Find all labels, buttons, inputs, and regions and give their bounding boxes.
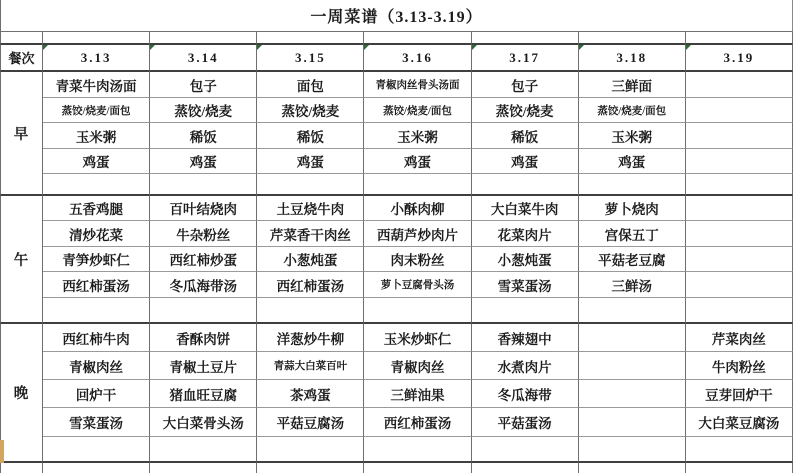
menu-cell-label: 青椒肉丝 bbox=[390, 359, 445, 375]
green-triangle-icon bbox=[150, 45, 155, 50]
menu-cell-label: 蒸饺/烧麦 bbox=[281, 104, 340, 119]
menu-cell-label: 鸡蛋 bbox=[189, 155, 217, 170]
menu-cell[interactable] bbox=[257, 272, 364, 298]
menu-cell-label: 西葫芦炒肉片 bbox=[376, 227, 458, 243]
menu-cell[interactable] bbox=[150, 221, 257, 247]
menu-cell-label: 香酥肉饼 bbox=[176, 331, 231, 347]
corner-label-cell[interactable] bbox=[0, 45, 43, 72]
menu-cell-label: 面包 bbox=[296, 78, 324, 94]
menu-cell[interactable] bbox=[43, 221, 150, 247]
empty-cell[interactable] bbox=[579, 352, 686, 380]
empty-cell[interactable] bbox=[579, 324, 686, 352]
menu-cell[interactable] bbox=[579, 72, 686, 98]
filler-cell[interactable] bbox=[472, 437, 579, 463]
menu-cell[interactable] bbox=[686, 408, 793, 437]
menu-cell-label: 清炒花菜 bbox=[69, 227, 124, 243]
menu-cell-label: 宫保五丁 bbox=[604, 227, 659, 243]
menu-cell[interactable] bbox=[43, 272, 150, 298]
menu-cell-label: 包子 bbox=[189, 78, 217, 94]
menu-cell-label: 青椒肉丝 bbox=[69, 359, 124, 375]
menu-cell-label: 蒸饺/烧麦/面包 bbox=[597, 105, 667, 117]
menu-cell-label: 西红柿牛肉 bbox=[62, 331, 130, 347]
menu-cell[interactable] bbox=[43, 72, 150, 98]
corner-label-cell-label: 餐次 bbox=[8, 51, 35, 66]
menu-cell[interactable] bbox=[43, 149, 150, 174]
filler-cell[interactable] bbox=[43, 298, 150, 324]
date-header-cell-label: 3.17 bbox=[509, 49, 540, 65]
filler-cell[interactable] bbox=[43, 437, 150, 463]
menu-cell[interactable] bbox=[43, 123, 150, 149]
menu-cell[interactable] bbox=[150, 272, 257, 298]
menu-cell[interactable] bbox=[150, 352, 257, 380]
menu-cell-label: 茶鸡蛋 bbox=[290, 387, 331, 403]
menu-cell[interactable] bbox=[364, 98, 471, 123]
menu-cell[interactable] bbox=[472, 149, 579, 174]
section-label-lunch-label: 午 bbox=[13, 252, 30, 269]
date-header-cell-label: 3.13 bbox=[80, 49, 112, 65]
menu-cell[interactable] bbox=[257, 247, 364, 272]
filler-cell[interactable] bbox=[472, 298, 579, 324]
menu-cell[interactable] bbox=[257, 149, 364, 174]
menu-cell[interactable] bbox=[364, 123, 471, 149]
section-label-dinner[interactable] bbox=[0, 324, 43, 463]
spacer-cell[interactable] bbox=[150, 32, 257, 45]
menu-cell[interactable] bbox=[472, 98, 579, 123]
menu-cell-label: 雪菜蛋汤 bbox=[497, 278, 552, 294]
filler-cell[interactable] bbox=[686, 437, 793, 463]
partial-cell[interactable] bbox=[0, 463, 43, 473]
filler-cell[interactable] bbox=[686, 174, 793, 196]
menu-cell-label: 花菜肉片 bbox=[497, 227, 552, 243]
empty-cell[interactable] bbox=[686, 98, 793, 123]
date-header-cell[interactable] bbox=[364, 45, 471, 72]
date-header-cell-label: 3.18 bbox=[616, 49, 648, 65]
partial-cell[interactable] bbox=[472, 463, 579, 473]
menu-cell[interactable] bbox=[43, 196, 150, 221]
left-edge-cell-fragment bbox=[0, 440, 4, 463]
filler-cell[interactable] bbox=[579, 437, 686, 463]
filler-cell[interactable] bbox=[364, 174, 471, 196]
menu-cell[interactable] bbox=[579, 149, 686, 174]
filler-cell[interactable] bbox=[150, 298, 257, 324]
menu-cell-label: 大白菜豆腐汤 bbox=[698, 416, 780, 431]
menu-cell[interactable] bbox=[257, 123, 364, 149]
menu-cell-label: 三鲜汤 bbox=[611, 278, 653, 294]
menu-cell-label: 玉米粥 bbox=[397, 129, 438, 145]
menu-cell-label: 豆芽回炉干 bbox=[705, 387, 773, 403]
filler-cell[interactable] bbox=[579, 298, 686, 324]
menu-cell-label: 青菜牛肉汤面 bbox=[55, 78, 137, 94]
page-title[interactable] bbox=[0, 0, 793, 32]
menu-cell-label: 五香鸡腿 bbox=[69, 202, 124, 217]
menu-cell[interactable] bbox=[364, 196, 471, 221]
menu-cell-label: 青蒜大白菜百叶 bbox=[273, 361, 348, 372]
menu-cell[interactable] bbox=[364, 324, 471, 352]
menu-cell[interactable] bbox=[364, 149, 471, 174]
menu-cell-label: 玉米粥 bbox=[75, 129, 117, 145]
menu-cell-label: 鸡蛋 bbox=[82, 155, 110, 170]
spacer-cell[interactable] bbox=[257, 32, 364, 45]
menu-cell-label: 三鲜面 bbox=[611, 78, 653, 94]
menu-cell-label: 蒸饺/烧麦/面包 bbox=[383, 105, 452, 117]
menu-cell-label: 玉米粥 bbox=[611, 129, 653, 145]
menu-cell[interactable] bbox=[364, 408, 471, 437]
section-label-dinner-label: 晚 bbox=[13, 386, 30, 402]
empty-cell[interactable] bbox=[579, 380, 686, 408]
spacer-cell[interactable] bbox=[472, 32, 579, 45]
menu-cell[interactable] bbox=[257, 98, 364, 123]
menu-cell-label: 青笋炒虾仁 bbox=[62, 253, 130, 268]
menu-cell-label: 蒸饺/烧麦 bbox=[495, 104, 554, 119]
date-header-cell-label: 3.19 bbox=[723, 49, 755, 65]
partial-cell[interactable] bbox=[686, 463, 793, 473]
menu-cell-label: 平菇老豆腐 bbox=[598, 253, 666, 268]
menu-cell[interactable] bbox=[150, 380, 257, 408]
menu-cell-label: 鸡蛋 bbox=[296, 155, 324, 170]
menu-cell[interactable] bbox=[43, 352, 150, 380]
date-header-cell[interactable] bbox=[686, 45, 793, 72]
page-title-label: 一周菜谱（3.13-3.19） bbox=[310, 9, 483, 26]
menu-cell-label: 水煮肉片 bbox=[497, 359, 552, 375]
menu-cell[interactable] bbox=[579, 98, 686, 123]
menu-cell-label: 土豆烧牛肉 bbox=[276, 202, 345, 217]
menu-cell-label: 青椒土豆片 bbox=[169, 359, 237, 375]
menu-cell[interactable] bbox=[472, 380, 579, 408]
menu-cell-label: 牛肉粉丝 bbox=[711, 359, 766, 375]
menu-cell[interactable] bbox=[686, 380, 793, 408]
menu-cell[interactable] bbox=[364, 272, 471, 298]
green-triangle-icon bbox=[364, 45, 369, 50]
menu-cell[interactable] bbox=[150, 98, 257, 123]
menu-cell[interactable] bbox=[686, 352, 793, 380]
menu-cell-label: 小葱炖蛋 bbox=[497, 253, 552, 268]
menu-cell-label: 猪血旺豆腐 bbox=[169, 387, 237, 403]
spacer-cell[interactable] bbox=[579, 32, 686, 45]
menu-cell[interactable] bbox=[43, 247, 150, 272]
menu-cell[interactable] bbox=[150, 196, 257, 221]
filler-cell[interactable] bbox=[150, 174, 257, 196]
menu-cell[interactable] bbox=[43, 408, 150, 437]
menu-cell[interactable] bbox=[472, 196, 579, 221]
empty-cell[interactable] bbox=[686, 221, 793, 247]
date-header-cell[interactable] bbox=[472, 45, 579, 72]
filler-cell[interactable] bbox=[150, 437, 257, 463]
menu-cell-label: 牛杂粉丝 bbox=[176, 227, 231, 243]
empty-cell[interactable] bbox=[686, 196, 793, 221]
filler-cell[interactable] bbox=[686, 298, 793, 324]
filler-cell[interactable] bbox=[43, 174, 150, 196]
filler-cell[interactable] bbox=[472, 174, 579, 196]
menu-cell-label: 西红柿蛋汤 bbox=[276, 278, 345, 294]
menu-cell-label: 芹菜肉丝 bbox=[711, 331, 766, 347]
menu-cell-label: 百叶结烧肉 bbox=[169, 202, 237, 217]
menu-cell-label: 香辣翅中 bbox=[497, 331, 552, 347]
empty-cell[interactable] bbox=[686, 247, 793, 272]
filler-cell[interactable] bbox=[364, 437, 471, 463]
menu-cell[interactable] bbox=[364, 221, 471, 247]
spacer-cell[interactable] bbox=[0, 32, 43, 45]
menu-cell[interactable] bbox=[257, 352, 364, 380]
menu-cell-label: 平菇豆腐汤 bbox=[276, 416, 345, 431]
menu-cell-label: 蒸饺/烧麦/面包 bbox=[61, 105, 131, 117]
section-label-lunch[interactable] bbox=[0, 196, 43, 324]
menu-cell[interactable] bbox=[472, 247, 579, 272]
menu-cell[interactable] bbox=[43, 98, 150, 123]
spacer-cell[interactable] bbox=[364, 32, 471, 45]
date-header-cell[interactable] bbox=[150, 45, 257, 72]
menu-cell-label: 鸡蛋 bbox=[403, 155, 431, 170]
menu-cell[interactable] bbox=[257, 72, 364, 98]
date-header-cell[interactable] bbox=[257, 45, 364, 72]
partial-cell[interactable] bbox=[579, 463, 686, 473]
menu-cell[interactable] bbox=[579, 221, 686, 247]
menu-cell[interactable] bbox=[43, 380, 150, 408]
menu-cell-label: 三鲜油果 bbox=[390, 387, 445, 403]
section-label-breakfast[interactable] bbox=[0, 72, 43, 196]
menu-cell[interactable] bbox=[150, 149, 257, 174]
menu-cell-label: 小酥肉柳 bbox=[390, 202, 445, 217]
date-header-cell-label: 3.14 bbox=[187, 49, 219, 65]
menu-cell-label: 大白菜骨头汤 bbox=[162, 416, 244, 431]
menu-cell[interactable] bbox=[150, 408, 257, 437]
green-triangle-icon bbox=[257, 45, 262, 50]
filler-cell[interactable] bbox=[257, 298, 364, 324]
filler-cell[interactable] bbox=[364, 298, 471, 324]
menu-cell[interactable] bbox=[472, 408, 579, 437]
menu-cell-label: 雪菜蛋汤 bbox=[69, 416, 124, 431]
menu-cell[interactable] bbox=[364, 247, 471, 272]
menu-cell[interactable] bbox=[150, 324, 257, 352]
green-triangle-icon bbox=[686, 45, 691, 50]
menu-cell[interactable] bbox=[686, 324, 793, 352]
menu-cell-label: 包子 bbox=[511, 78, 539, 94]
menu-cell-label: 玉米炒虾仁 bbox=[383, 331, 452, 347]
date-header-cell[interactable] bbox=[579, 45, 686, 72]
menu-cell-label: 蒸饺/烧麦 bbox=[174, 104, 233, 119]
menu-cell[interactable] bbox=[257, 324, 364, 352]
menu-cell-label: 西红柿炒蛋 bbox=[169, 253, 237, 268]
menu-cell-label: 稀饭 bbox=[511, 129, 539, 145]
empty-cell[interactable] bbox=[579, 408, 686, 437]
menu-cell-label: 稀饭 bbox=[189, 129, 217, 145]
partial-cell[interactable] bbox=[150, 463, 257, 473]
spacer-cell[interactable] bbox=[686, 32, 793, 45]
date-header-cell-label: 3.16 bbox=[402, 49, 433, 65]
menu-cell[interactable] bbox=[257, 221, 364, 247]
menu-cell[interactable] bbox=[257, 196, 364, 221]
menu-cell-label: 冬瓜海带汤 bbox=[169, 278, 237, 294]
spacer-cell[interactable] bbox=[43, 32, 150, 45]
menu-cell-label: 稀饭 bbox=[296, 129, 324, 145]
menu-cell[interactable] bbox=[364, 380, 471, 408]
empty-cell[interactable] bbox=[686, 72, 793, 98]
menu-cell-label: 大白菜牛肉 bbox=[490, 202, 559, 217]
menu-cell-label: 平菇蛋汤 bbox=[497, 416, 552, 431]
partial-cell[interactable] bbox=[43, 463, 150, 473]
green-triangle-icon bbox=[472, 45, 477, 50]
section-label-breakfast-label: 早 bbox=[13, 126, 30, 143]
menu-cell[interactable] bbox=[579, 272, 686, 298]
menu-cell[interactable] bbox=[472, 352, 579, 380]
filler-cell[interactable] bbox=[257, 437, 364, 463]
menu-cell-label: 青椒肉丝骨头汤面 bbox=[375, 80, 460, 91]
menu-cell[interactable] bbox=[43, 324, 150, 352]
filler-cell[interactable] bbox=[257, 174, 364, 196]
partial-cell[interactable] bbox=[257, 463, 364, 473]
menu-cell-label: 西红柿蛋汤 bbox=[62, 278, 130, 294]
menu-cell-label: 萝卜烧肉 bbox=[604, 202, 659, 217]
menu-cell[interactable] bbox=[150, 123, 257, 149]
menu-cell[interactable] bbox=[472, 272, 579, 298]
date-header-cell-label: 3.15 bbox=[294, 49, 326, 65]
menu-cell[interactable] bbox=[472, 324, 579, 352]
menu-cell-label: 冬瓜海带 bbox=[497, 387, 552, 403]
menu-cell-label: 洋葱炒牛柳 bbox=[276, 331, 345, 347]
menu-cell[interactable] bbox=[472, 221, 579, 247]
green-triangle-icon bbox=[579, 45, 584, 50]
menu-cell[interactable] bbox=[257, 380, 364, 408]
menu-cell-label: 芹菜香干肉丝 bbox=[269, 227, 351, 243]
date-header-cell[interactable] bbox=[43, 45, 150, 72]
menu-cell[interactable] bbox=[364, 72, 471, 98]
empty-cell[interactable] bbox=[686, 123, 793, 149]
menu-cell[interactable] bbox=[150, 247, 257, 272]
menu-cell[interactable] bbox=[579, 123, 686, 149]
menu-cell-label: 回炉干 bbox=[75, 387, 117, 403]
menu-cell-label: 鸡蛋 bbox=[618, 155, 646, 170]
menu-cell-label: 西红柿蛋汤 bbox=[383, 416, 452, 431]
menu-cell-label: 小葱炖蛋 bbox=[283, 253, 338, 268]
green-triangle-icon bbox=[43, 45, 48, 50]
menu-cell-label: 肉末粉丝 bbox=[390, 253, 445, 268]
menu-cell-label: 萝卜豆腐骨头汤 bbox=[380, 280, 455, 291]
menu-cell[interactable] bbox=[579, 247, 686, 272]
partial-cell[interactable] bbox=[364, 463, 471, 473]
menu-cell[interactable] bbox=[579, 196, 686, 221]
empty-cell[interactable] bbox=[686, 272, 793, 298]
empty-cell[interactable] bbox=[686, 149, 793, 174]
menu-cell[interactable] bbox=[472, 72, 579, 98]
menu-cell[interactable] bbox=[364, 352, 471, 380]
menu-cell[interactable] bbox=[472, 123, 579, 149]
menu-cell-label: 鸡蛋 bbox=[511, 155, 539, 170]
filler-cell[interactable] bbox=[579, 174, 686, 196]
menu-cell[interactable] bbox=[257, 408, 364, 437]
menu-cell[interactable] bbox=[150, 72, 257, 98]
